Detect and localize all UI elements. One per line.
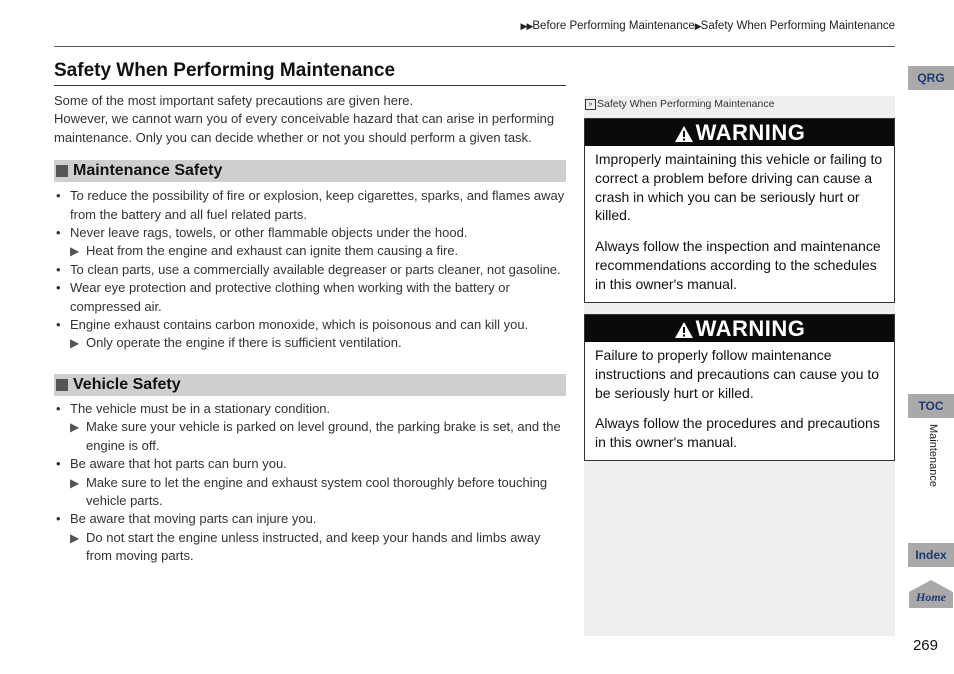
main-content <box>54 92 566 566</box>
sub-item <box>70 242 566 260</box>
list-item <box>54 455 566 510</box>
side-note-ref[interactable]: Safety When Performing Maintenance <box>597 98 775 110</box>
triangle-icon: ▶ <box>70 530 80 545</box>
maintenance-safety-list <box>54 187 566 353</box>
section-square-icon <box>56 379 68 391</box>
sub-item <box>70 418 566 455</box>
triangle-icon: ▶ <box>70 420 80 435</box>
warning-box-2 <box>584 314 895 461</box>
home-icon <box>908 579 954 609</box>
warning-triangle-icon <box>674 125 694 143</box>
section-heading: Vehicle Safety <box>73 375 181 393</box>
index-tab[interactable]: Index <box>908 543 954 567</box>
intro-line-2: However, we cannot warn you of every conceivable hazard that can arise in performing maintenance. Only you can decide whether or not you should perform a given task. <box>54 111 555 145</box>
list-item: • To reduce the possibility of fire or explosion, keep cigarettes, sparks, and flames away from the battery and all fuel related parts. <box>54 187 566 224</box>
list-item <box>54 400 566 455</box>
warning-text: Always follow the inspection and maintenance recommendations according to the schedules in this owner's manual. <box>595 238 881 292</box>
header-divider <box>54 46 895 47</box>
bullet-text: Engine exhaust contains carbon monoxide, which is poisonous and can kill you. <box>70 317 529 333</box>
bullet-text: Be aware that hot parts can burn you. <box>70 456 287 472</box>
side-note-header <box>584 96 895 112</box>
double-arrow-icon: ▶▶ <box>520 21 533 31</box>
sub-text: Only operate the engine if there is sufficient ventilation. <box>86 335 402 351</box>
sub-text: Make sure to let the engine and exhaust system cool thoroughly before touching vehicle parts. <box>86 474 548 508</box>
breadcrumb <box>521 20 895 32</box>
warning-label: WARNING <box>695 316 806 341</box>
sub-text: Make sure your vehicle is parked on level ground, the parking brake is set, and the engine is off. <box>86 419 561 453</box>
side-note-panel <box>584 96 895 636</box>
warning-banner <box>585 315 894 342</box>
warning-text: Failure to properly follow maintenance instructions and precautions can cause you to be seriously hurt or killed. <box>595 347 880 401</box>
warning-body <box>585 146 894 302</box>
toc-tab[interactable]: TOC <box>908 394 954 418</box>
triangle-icon: ▶ <box>70 244 80 259</box>
warning-text: Improperly maintaining this vehicle or failing to correct a problem before driving can cause a crash in which you can be seriously hurt or killed. <box>595 151 883 224</box>
warning-label: WARNING <box>695 120 806 145</box>
warning-text: Always follow the procedures and precautions in this owner's manual. <box>595 415 880 451</box>
warning-banner <box>585 119 894 146</box>
bullet-text: Never leave rags, towels, or other flammable objects under the hood. <box>70 225 468 241</box>
section-square-icon <box>56 165 68 177</box>
list-item: • To clean parts, use a commercially available degreaser or parts cleaner, not gasoline. <box>54 261 566 279</box>
triangle-icon: ▶ <box>70 336 80 351</box>
page-title: Safety When Performing Maintenance <box>54 60 566 86</box>
bullet-text: Be aware that moving parts can injure you. <box>70 511 317 527</box>
sub-item <box>70 334 566 352</box>
section-maintenance-safety <box>54 160 566 182</box>
warning-box-1 <box>584 118 895 303</box>
intro-line-1: Some of the most important safety precautions are given here. <box>54 93 414 108</box>
arrow-icon: ▶ <box>694 21 701 31</box>
breadcrumb-link-before-maintenance[interactable]: Before Performing Maintenance <box>532 20 695 32</box>
sub-text: Do not start the engine unless instructed, and keep your hands and limbs away from moving parts. <box>86 529 541 564</box>
sub-item <box>70 474 566 511</box>
warning-triangle-icon <box>674 321 694 339</box>
page-number: 269 <box>912 637 938 654</box>
note-link-icon: » <box>585 99 596 110</box>
list-item: • Wear eye protection and protective clothing when working with the battery or compressed air. <box>54 279 566 316</box>
sub-item <box>70 529 566 566</box>
list-item <box>54 316 566 353</box>
home-button[interactable] <box>908 579 954 609</box>
breadcrumb-current: Safety When Performing Maintenance <box>700 20 895 32</box>
list-item <box>54 224 566 261</box>
section-heading: Maintenance Safety <box>73 162 223 180</box>
warning-body <box>585 342 894 460</box>
section-side-label: Maintenance <box>927 424 939 487</box>
bullet-text: The vehicle must be in a stationary condition. <box>70 400 331 416</box>
sub-text: Heat from the engine and exhaust can ignite them causing a fire. <box>86 243 459 259</box>
home-label: Home <box>916 590 946 604</box>
qrg-tab[interactable]: QRG <box>908 66 954 90</box>
vehicle-safety-list <box>54 400 566 566</box>
triangle-icon: ▶ <box>70 475 80 490</box>
list-item <box>54 510 566 565</box>
section-vehicle-safety <box>54 374 566 396</box>
